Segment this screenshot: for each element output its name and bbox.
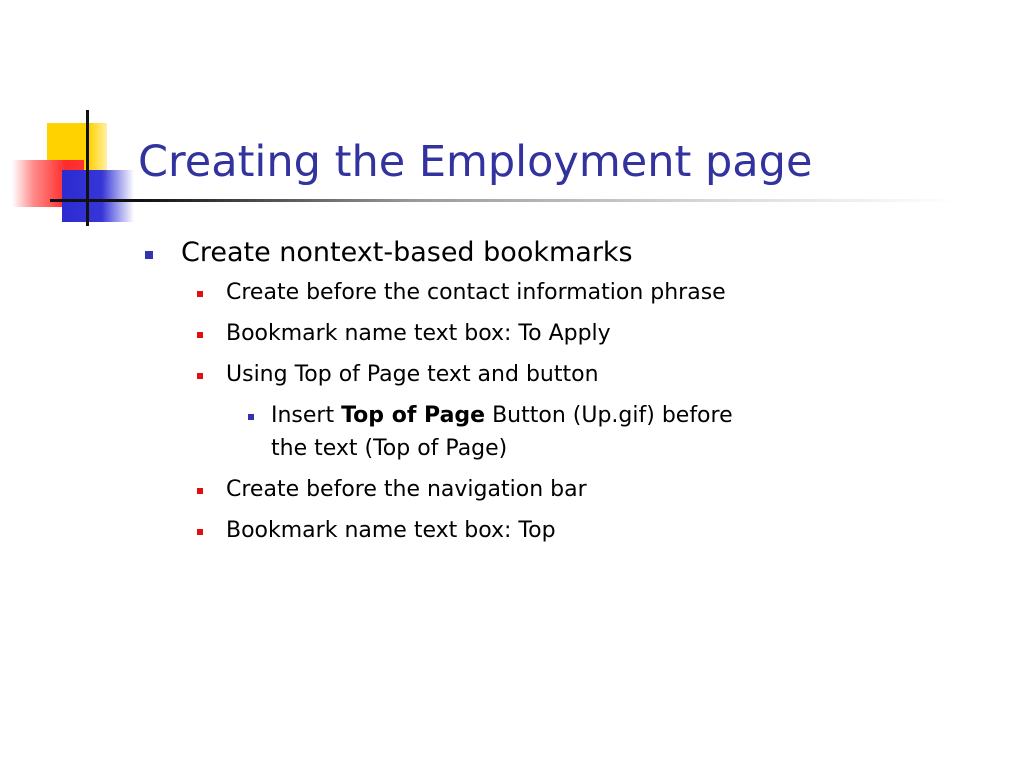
bullet-text: Create nontext-based bookmarks bbox=[181, 237, 633, 268]
bullet-item-level3 bbox=[144, 399, 741, 465]
square-bullet-icon bbox=[145, 251, 153, 259]
bullet-item-level2 bbox=[144, 473, 904, 506]
bullet-item-level2 bbox=[144, 276, 904, 309]
bullet-text-prefix: Insert bbox=[271, 403, 342, 428]
title-underline bbox=[50, 199, 960, 202]
bullet-text: Using Top of Page text and button bbox=[226, 362, 599, 387]
bullet-item-level2 bbox=[144, 358, 904, 391]
bullet-text: Create before the navigation bar bbox=[226, 477, 587, 502]
bullet-text: Bookmark name text box: Top bbox=[226, 518, 556, 543]
square-bullet-icon bbox=[197, 291, 203, 297]
slide-title: Creating the Employment page bbox=[138, 137, 813, 187]
square-bullet-icon bbox=[197, 373, 203, 379]
bullet-item-level1 bbox=[144, 234, 904, 272]
bullet-item-level2 bbox=[144, 514, 904, 547]
square-bullet-icon bbox=[197, 529, 203, 535]
bullet-text-bold: Top of Page bbox=[341, 403, 486, 428]
bullet-text-suffix: Button (Up.gif) before the text (Top of Page) bbox=[271, 403, 733, 461]
deco-vertical-line bbox=[86, 110, 89, 226]
bullet-list bbox=[144, 234, 904, 555]
bullet-item-level2 bbox=[144, 317, 904, 350]
deco-blue-square bbox=[62, 170, 134, 222]
bullet-text: Create before the contact information phrase bbox=[226, 280, 726, 305]
bullet-text: Bookmark name text box: To Apply bbox=[226, 321, 611, 346]
square-bullet-icon bbox=[248, 414, 254, 420]
square-bullet-icon bbox=[197, 332, 203, 338]
square-bullet-icon bbox=[197, 488, 203, 494]
